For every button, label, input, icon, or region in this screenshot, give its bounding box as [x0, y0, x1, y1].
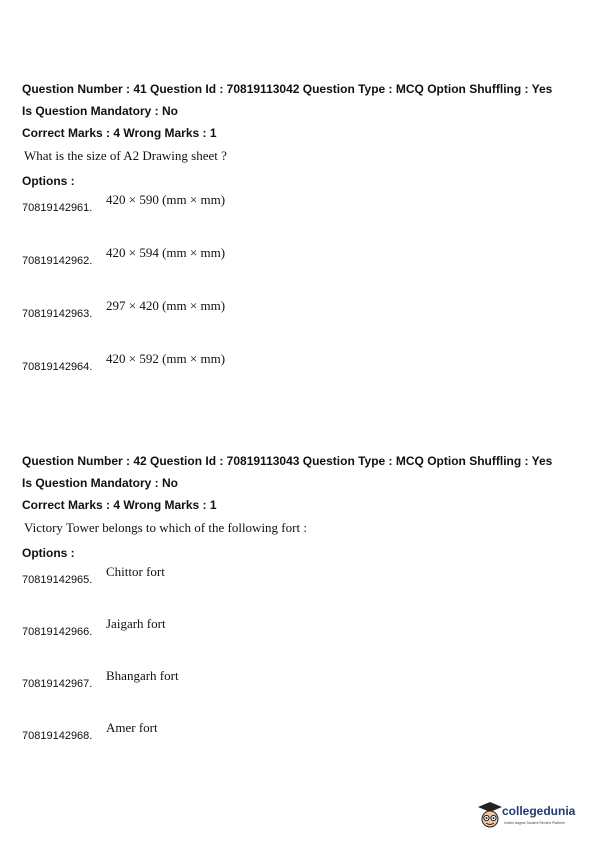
option-id: 70819142966.: [22, 626, 93, 638]
option-item: [22, 668, 582, 720]
option-item: [22, 245, 582, 298]
question-text: Victory Tower belongs to which of the following fort :: [24, 520, 307, 535]
option-text: Chittor fort: [106, 564, 165, 579]
option-text: Jaigarh fort: [106, 616, 166, 631]
option-item: [22, 351, 582, 404]
option-id: 70819142961.: [22, 202, 93, 214]
options-label: Options :: [22, 174, 75, 188]
question-header: Question Number : 41 Question Id : 70819113042 Question Type : MCQ Option Shuffling : Yes: [22, 82, 553, 96]
option-item: [22, 564, 582, 616]
options-label: Options :: [22, 546, 75, 560]
question-marks: Correct Marks : 4 Wrong Marks : 1: [22, 126, 217, 140]
option-text: Bhangarh fort: [106, 668, 179, 683]
option-item: [22, 298, 582, 351]
option-id: 70819142967.: [22, 678, 93, 690]
watermark-name: collegedunia: [502, 804, 576, 818]
option-id: 70819142963.: [22, 308, 93, 320]
question-mandatory: Is Question Mandatory : No: [22, 104, 179, 118]
option-id: 70819142962.: [22, 255, 93, 267]
option-text: Amer fort: [106, 720, 158, 735]
question-text: What is the size of A2 Drawing sheet ?: [24, 148, 227, 163]
question-marks: Correct Marks : 4 Wrong Marks : 1: [22, 498, 217, 512]
watermark-tagline: India's largest Student Review Platform: [504, 821, 565, 825]
option-item: [22, 192, 582, 245]
question-42: [22, 450, 582, 772]
question-header: Question Number : 42 Question Id : 70819113043 Question Type : MCQ Option Shuffling : Yes: [22, 454, 553, 468]
question-41: [22, 78, 582, 404]
collegedunia-watermark: [476, 800, 588, 832]
option-text: 420 × 590 (mm × mm): [106, 192, 226, 207]
option-item: [22, 616, 582, 668]
option-item: [22, 720, 582, 772]
option-id: 70819142965.: [22, 574, 93, 586]
graduate-mascot-icon: [476, 800, 504, 830]
option-text: 420 × 592 (mm × mm): [106, 351, 226, 366]
option-text: 297 × 420 (mm × mm): [106, 298, 226, 313]
question-mandatory: Is Question Mandatory : No: [22, 476, 179, 490]
option-text: 420 × 594 (mm × mm): [106, 245, 226, 260]
option-id: 70819142968.: [22, 730, 93, 742]
option-id: 70819142964.: [22, 361, 93, 373]
